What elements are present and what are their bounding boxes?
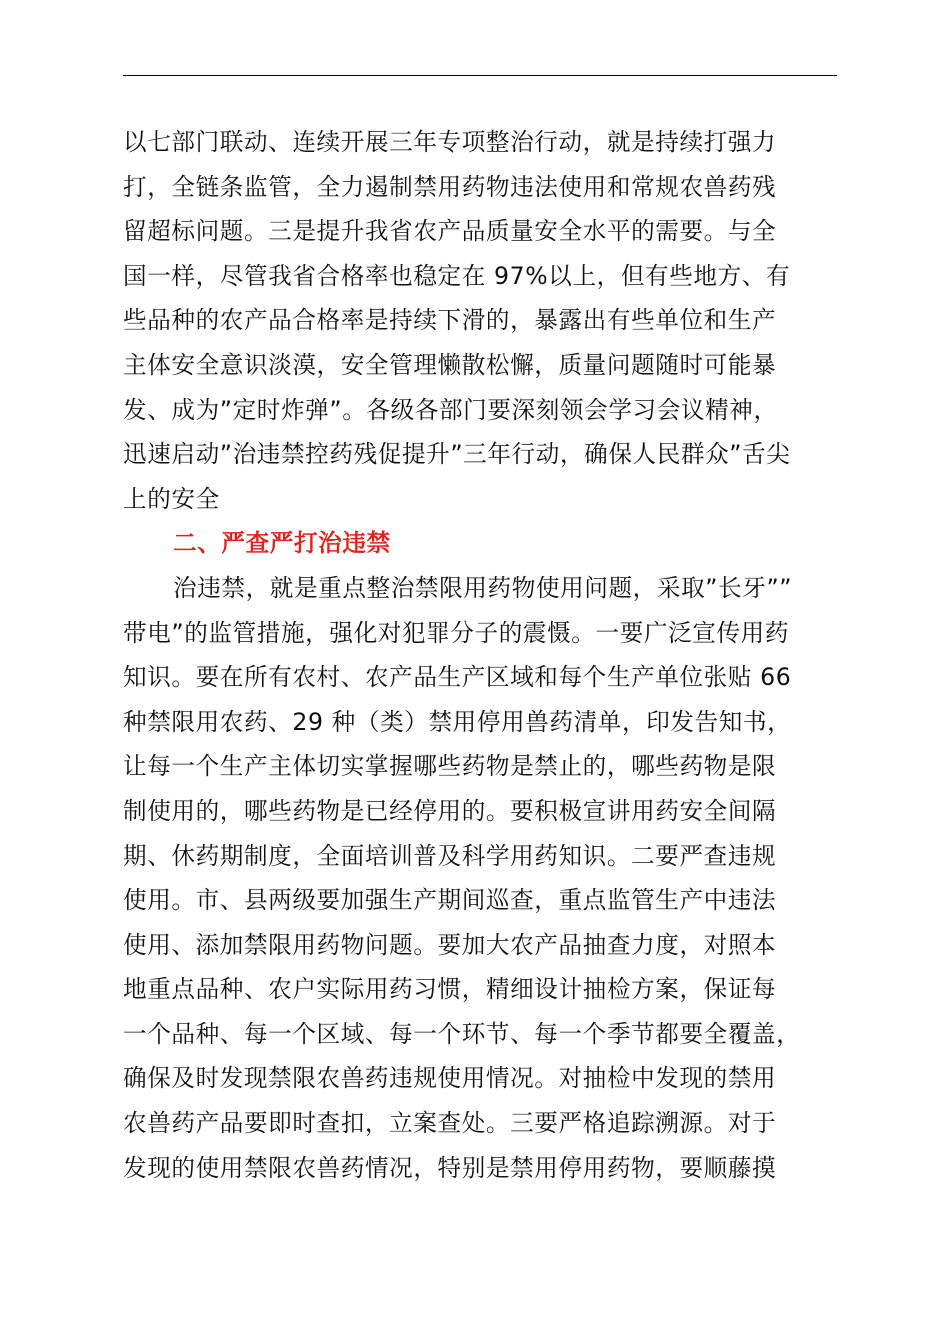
- text-line: 农兽药产品要即时查扣，立案查处。三要严格追踪溯源。对于: [123, 1109, 777, 1138]
- text-line: 制使用的，哪些药物是已经停用的。要积极宣讲用药安全间隔: [123, 796, 777, 825]
- text-line: 期、休药期制度，全面培训普及科学用药知识。二要严查违规: [123, 841, 777, 870]
- paragraph-continuation: [123, 120, 837, 521]
- text-line: 发、成为”定时炸弹”。各级各部门要深刻领会学习会议精神，: [123, 395, 778, 424]
- text-line: 迅速启动”治违禁控药残促提升”三年行动，确保人民群众”舌尖: [123, 440, 791, 469]
- text-line: 上的安全: [123, 484, 220, 513]
- text-line: 国一样，尽管我省合格率也稳定在 97%以上，但有些地方、有: [123, 261, 791, 290]
- text-line: 种禁限用农药、29 种（类）禁用停用兽药清单，印发告知书，: [123, 707, 792, 736]
- document-body: [123, 120, 837, 1190]
- paragraph-section-two: [123, 566, 837, 1190]
- text-line: 以七部门联动、连续开展三年专项整治行动，就是持续打强力: [123, 128, 777, 156]
- text-line: 使用、添加禁限用药物问题。要加大农产品抽查力度，对照本: [123, 930, 777, 959]
- section-heading: 二、严查严打治违禁: [173, 529, 391, 558]
- text-line: 一个品种、每一个区域、每一个环节、每一个季节都要全覆盖，: [123, 1019, 801, 1048]
- text-line: 使用。市、县两级要加强生产期间巡查，重点监管生产中违法: [123, 886, 777, 915]
- text-line: 地重点品种、农户实际用药习惯，精细设计抽检方案，保证每: [123, 975, 777, 1004]
- text-line: 主体安全意识淡漠，安全管理懒散松懈，质量问题随时可能暴: [123, 350, 777, 379]
- text-line: 确保及时发现禁限农兽药违规使用情况。对抽检中发现的禁用: [123, 1064, 777, 1093]
- text-line: 让每一个生产主体切实掌握哪些药物是禁止的，哪些药物是限: [123, 752, 777, 781]
- text-line: 些品种的农产品合格率是持续下滑的，暴露出有些单位和生产: [123, 306, 777, 335]
- text-line: 带电”的监管措施，强化对犯罪分子的震慑。一要广泛宣传用药: [123, 618, 790, 647]
- text-line: 发现的使用禁限农兽药情况，特别是禁用停用药物，要顺藤摸: [123, 1153, 777, 1182]
- header-rule: [123, 75, 837, 76]
- text-line: 治违禁，就是重点整治禁限用药物使用问题，采取”长牙””: [173, 573, 793, 602]
- text-line: 知识。要在所有农村、农产品生产区域和每个生产单位张贴 66: [123, 663, 792, 692]
- text-line: 打，全链条监管，全力遏制禁用药物违法使用和常规农兽药残: [123, 172, 777, 201]
- text-line: 留超标问题。三是提升我省农产品质量安全水平的需要。与全: [123, 217, 777, 246]
